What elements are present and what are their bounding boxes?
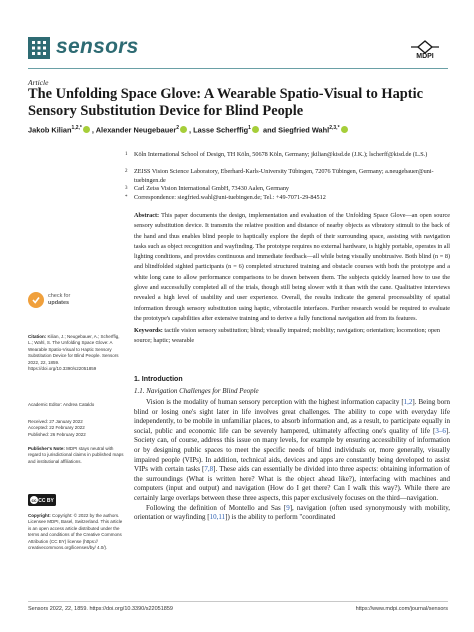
section-heading: 1. Introduction (134, 376, 183, 383)
copyright-text: Copyright: © 2022 by the authors. Licensee MDPI, Basel, Switzerland. This article is an open access article distributed under the terms and conditions of the Creative Commons Attribution (CC BY) license (https:// creativecommons.org/licenses/by/ 4.0/). (28, 513, 123, 551)
orcid-icon[interactable] (341, 126, 348, 133)
affiliation-text: Köln International School of Design, TH Köln, 50678 Köln, Germany; jkilian@kisd.de (J.K.); lscherff@kisd.de (L.S.) (134, 151, 428, 158)
publisher-name: MDPI (416, 53, 434, 60)
affiliation-number: 2 (125, 169, 128, 174)
citation-text: Kilian, J.; Neugebauer, A.; Scherffig, L.; Wahl, S. The Unfolding Space Glove: A Wearable Spatio-Visual to Haptic Sensory Substitution Device for Blind People. Sensors 2022, 22, 1859. https://doi.org/10.3390/s22051859 (28, 334, 120, 372)
footer-citation: Sensors 2022, 22, 1859. https://doi.org/10.3390/s22051859 (28, 606, 173, 612)
keywords-label: Keywords: (134, 327, 163, 334)
citation-link[interactable]: 3–6 (435, 426, 446, 435)
author-affiliation-mark: 2,3,* (329, 125, 340, 131)
cc-by-badge[interactable] (28, 493, 56, 505)
copyright-label: Copyright: (28, 513, 51, 518)
affiliation-number: * (125, 195, 128, 200)
keywords-text: tactile vision sensory substitution; blind; visually impaired; mobility; navigation; orientation; locomotion; open source; haptic; wearable (134, 327, 440, 345)
author-name: Lasse Scherffig (193, 125, 249, 135)
affiliation-text: Carl Zeiss Vision International GmbH, 73430 Aalen, Germany (134, 185, 290, 192)
check-updates-icon (28, 292, 44, 308)
accepted-date: Accepted: 22 February 2022 (28, 425, 85, 431)
affiliation-item (125, 151, 434, 160)
body-text (134, 398, 450, 523)
author-affiliation-mark: 1 (248, 125, 251, 131)
header-rule (28, 68, 448, 69)
abstract (134, 211, 450, 324)
publisher-logo (408, 40, 442, 62)
affiliation-number: 1 (125, 152, 128, 157)
academic-editor: Academic Editor: Andrea Cataldo (28, 402, 95, 407)
article-title: The Unfolding Space Glove: A Wearable Spatio-Visual to Haptic Sensory Substitution Device for Blind People (28, 86, 423, 119)
publisher-note (28, 446, 124, 465)
paragraph: Vision is the modality of human sensory perception with the highest information capacity [1,2]. Being born blind or losing one's sight later in life involves great challenges. The ability to cope with everyday life independently, to be mobile in unfamiliar places, to absorb information and, as a result, to participate equally in social, public and economic life can be severely hampered, ultimately affecting one's quality of life [3–6]. Society can, of course, address this issue on many levels, for example by ensuring accessibility of information or by designing public spaces to meet the specific needs of blind individuals or, more generally, visually impaired people (VIPs). In addition, technical aids, devices and apps are constantly being developed to assist VIPs with certain tasks [7,8]. These aids can essentially be divided into three aspects: obtaining information of the surroundings (What is written here? What is the object ahead like?), interfacing with machines and computers (input and output) and navigation (How do I get there? Can I walk this way?). While there are certainly large overlaps between these three aspects, this paper exclusively focuses on the third—navigation. (134, 398, 450, 502)
author-name: Siegfried Wahl (278, 125, 330, 135)
dates-block (28, 419, 124, 438)
citation-label: Citation: (28, 334, 47, 339)
abstract-text: This paper documents the design, implementation and evaluation of the Unfolding Space Glove—an open source sensory substitution device. It transmits the relative position and distance of nearby objects as vibratory stimuli to the back of the hand and thus enables blind people to haptically explore the depth of their surrounding space, assisting with navigation tasks such as object recognition and wayfinding. The prototype requires no external hardware, is highly portable, operates in all lighting conditions, and provides continuous and immediate feedback—all while being visually unobtrusive. Both blind (n = 8) and blindfolded sighted participants (n = 6) completed structured training and obstacle courses with both the prototype and a white long cane to allow performance comparisons to be drawn between them. The subjects quickly learned how to use the glove and successfully completed all of the trials, though still being slower with it than with the cane. Qualitative interviews revealed a high level of usability and user experience. Overall, the results indicate the general processability of spatial information through sensory substitution using haptic, vibrotactile interfaces. Further research would be required to evaluate the prototype's capabilities after extensive training and to derive a fully functional navigation aid from its features. (134, 212, 450, 322)
citation-link[interactable]: 7,8 (204, 465, 214, 474)
affiliation-item (125, 168, 434, 185)
published-date: Published: 26 February 2022 (28, 431, 86, 437)
publisher-note-label: Publisher's Note: (28, 446, 65, 451)
orcid-icon[interactable] (180, 126, 187, 133)
footer-rule (28, 601, 448, 602)
svg-text:cc: cc (31, 497, 37, 503)
publisher-note-text: MDPI stays neutral with regard to jurisdictional claims in published maps and institutional affiliations. (28, 446, 124, 464)
updates-label: check for (48, 293, 71, 299)
copyright-block (28, 513, 124, 551)
author-name: Alexander Neugebauer (95, 125, 177, 135)
orcid-icon[interactable] (252, 126, 259, 133)
article-type: Article (28, 78, 49, 87)
citation-link[interactable]: 1,2 (403, 398, 413, 406)
author-affiliation-mark: 2 (176, 125, 179, 131)
orcid-icon[interactable] (83, 126, 90, 133)
citation-link[interactable]: 10,11 (209, 513, 226, 522)
abstract-label: Abstract: (134, 212, 160, 219)
correspondence (125, 194, 434, 203)
journal-name: sensors (56, 35, 139, 58)
citation-block (28, 334, 124, 372)
footer-journal-link[interactable]: https://www.mdpi.com/journal/sensors (355, 606, 448, 612)
cc-badge-text: CC BY (38, 498, 54, 504)
affiliation-number: 3 (125, 186, 128, 191)
affiliation-text: ZEISS Vision Science Laboratory, Eberhard-Karls-University Tübingen, 72076 Tübingen, Germany; a.neugebauer@uni-tuebingen.de (134, 168, 434, 184)
keywords (134, 326, 450, 347)
author-affiliation-mark: 1,2,* (71, 125, 82, 131)
received-date: Received: 27 January 2022 (28, 419, 83, 424)
paragraph: Following the definition of Montello and Sas [9], navigation (often used synonymously with mobility, orientation or wayfinding [10,11]) is the ability to perform "coordinated (134, 503, 450, 522)
correspondence-text: Correspondence: siegfried.wahl@uni-tuebingen.de; Tel.: +49-7071-29-84512 (134, 194, 326, 201)
author-list: Jakob Kilian$^{1,2,*}$ , Alexander Neugebauer$^2$ , Lasse Scherffig$^1$ and Siegfried Wahl$^{2,3,*}$ (28, 125, 350, 134)
subsection-heading: 1.1. Navigation Challenges for Blind People (134, 387, 259, 395)
page-footer (28, 606, 448, 612)
affiliation-item (125, 185, 434, 194)
author-name: Jakob Kilian (28, 125, 72, 135)
citation-link[interactable]: 9 (286, 503, 290, 512)
journal-logo-mark (28, 37, 50, 59)
updates-label-bold: updates (48, 299, 70, 306)
